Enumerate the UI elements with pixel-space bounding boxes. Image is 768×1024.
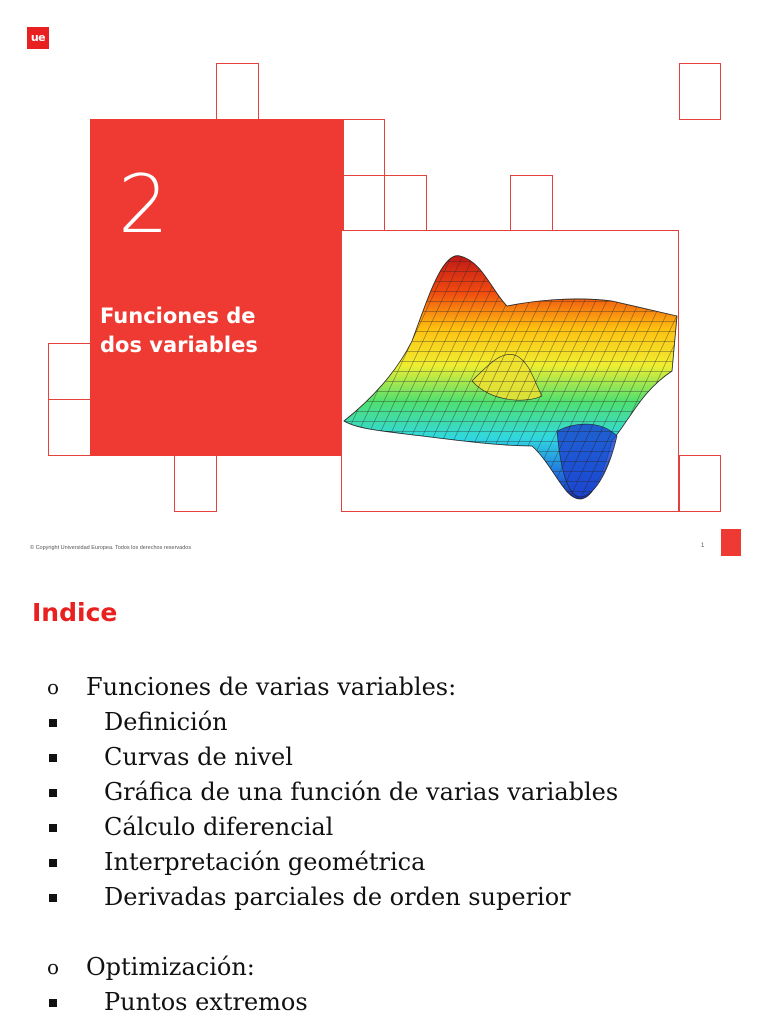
list-item-text: Puntos extremos [104,988,308,1016]
list-item [0,985,768,1020]
chapter-number: 2 [118,158,169,251]
chapter-title-line1: Funciones de [100,304,256,328]
index-title: Indice [32,598,118,627]
list-item [0,950,768,985]
list-item [0,775,768,810]
surface-plot-image [341,230,679,512]
deco-square [216,63,259,120]
copyright-text: © Copyright Universidad Europea. Todos los derechos reservados [30,545,192,551]
page-number: 1 [701,543,705,549]
list-item-text: Interpretación geométrica [104,848,426,876]
list-item-text: Optimización: [86,953,255,981]
list-item [0,845,768,880]
3d-surface-plot-icon [342,231,679,512]
chapter-title-line2: dos variables [100,333,258,357]
page-tab-marker [721,529,741,556]
list-item [0,705,768,740]
circle-bullet-icon: o [47,955,60,979]
deco-square [174,455,217,512]
list-item-text: Gráfica de una función de varias variables [104,778,619,806]
deco-square [343,175,385,232]
list-item-text: Funciones de varias variables: [86,673,457,701]
deco-square [510,175,553,232]
list-item-text: Definición [104,708,228,736]
list-item [0,670,768,705]
deco-square [48,399,91,456]
list-item-text: Derivadas parciales de orden superior [104,883,571,911]
list-item-text: Curvas de nivel [104,743,293,771]
list-item [0,740,768,775]
deco-square [384,175,427,232]
deco-square [679,455,721,512]
ue-logo: ue [27,27,49,49]
deco-square [343,119,385,176]
circle-bullet-icon: o [47,675,60,699]
list-item-text: Cálculo diferencial [104,813,334,841]
chapter-title [100,302,335,360]
list-item [0,810,768,845]
deco-square [48,343,91,400]
deco-square [679,63,721,120]
index-list [0,670,768,1020]
list-item [0,880,768,915]
